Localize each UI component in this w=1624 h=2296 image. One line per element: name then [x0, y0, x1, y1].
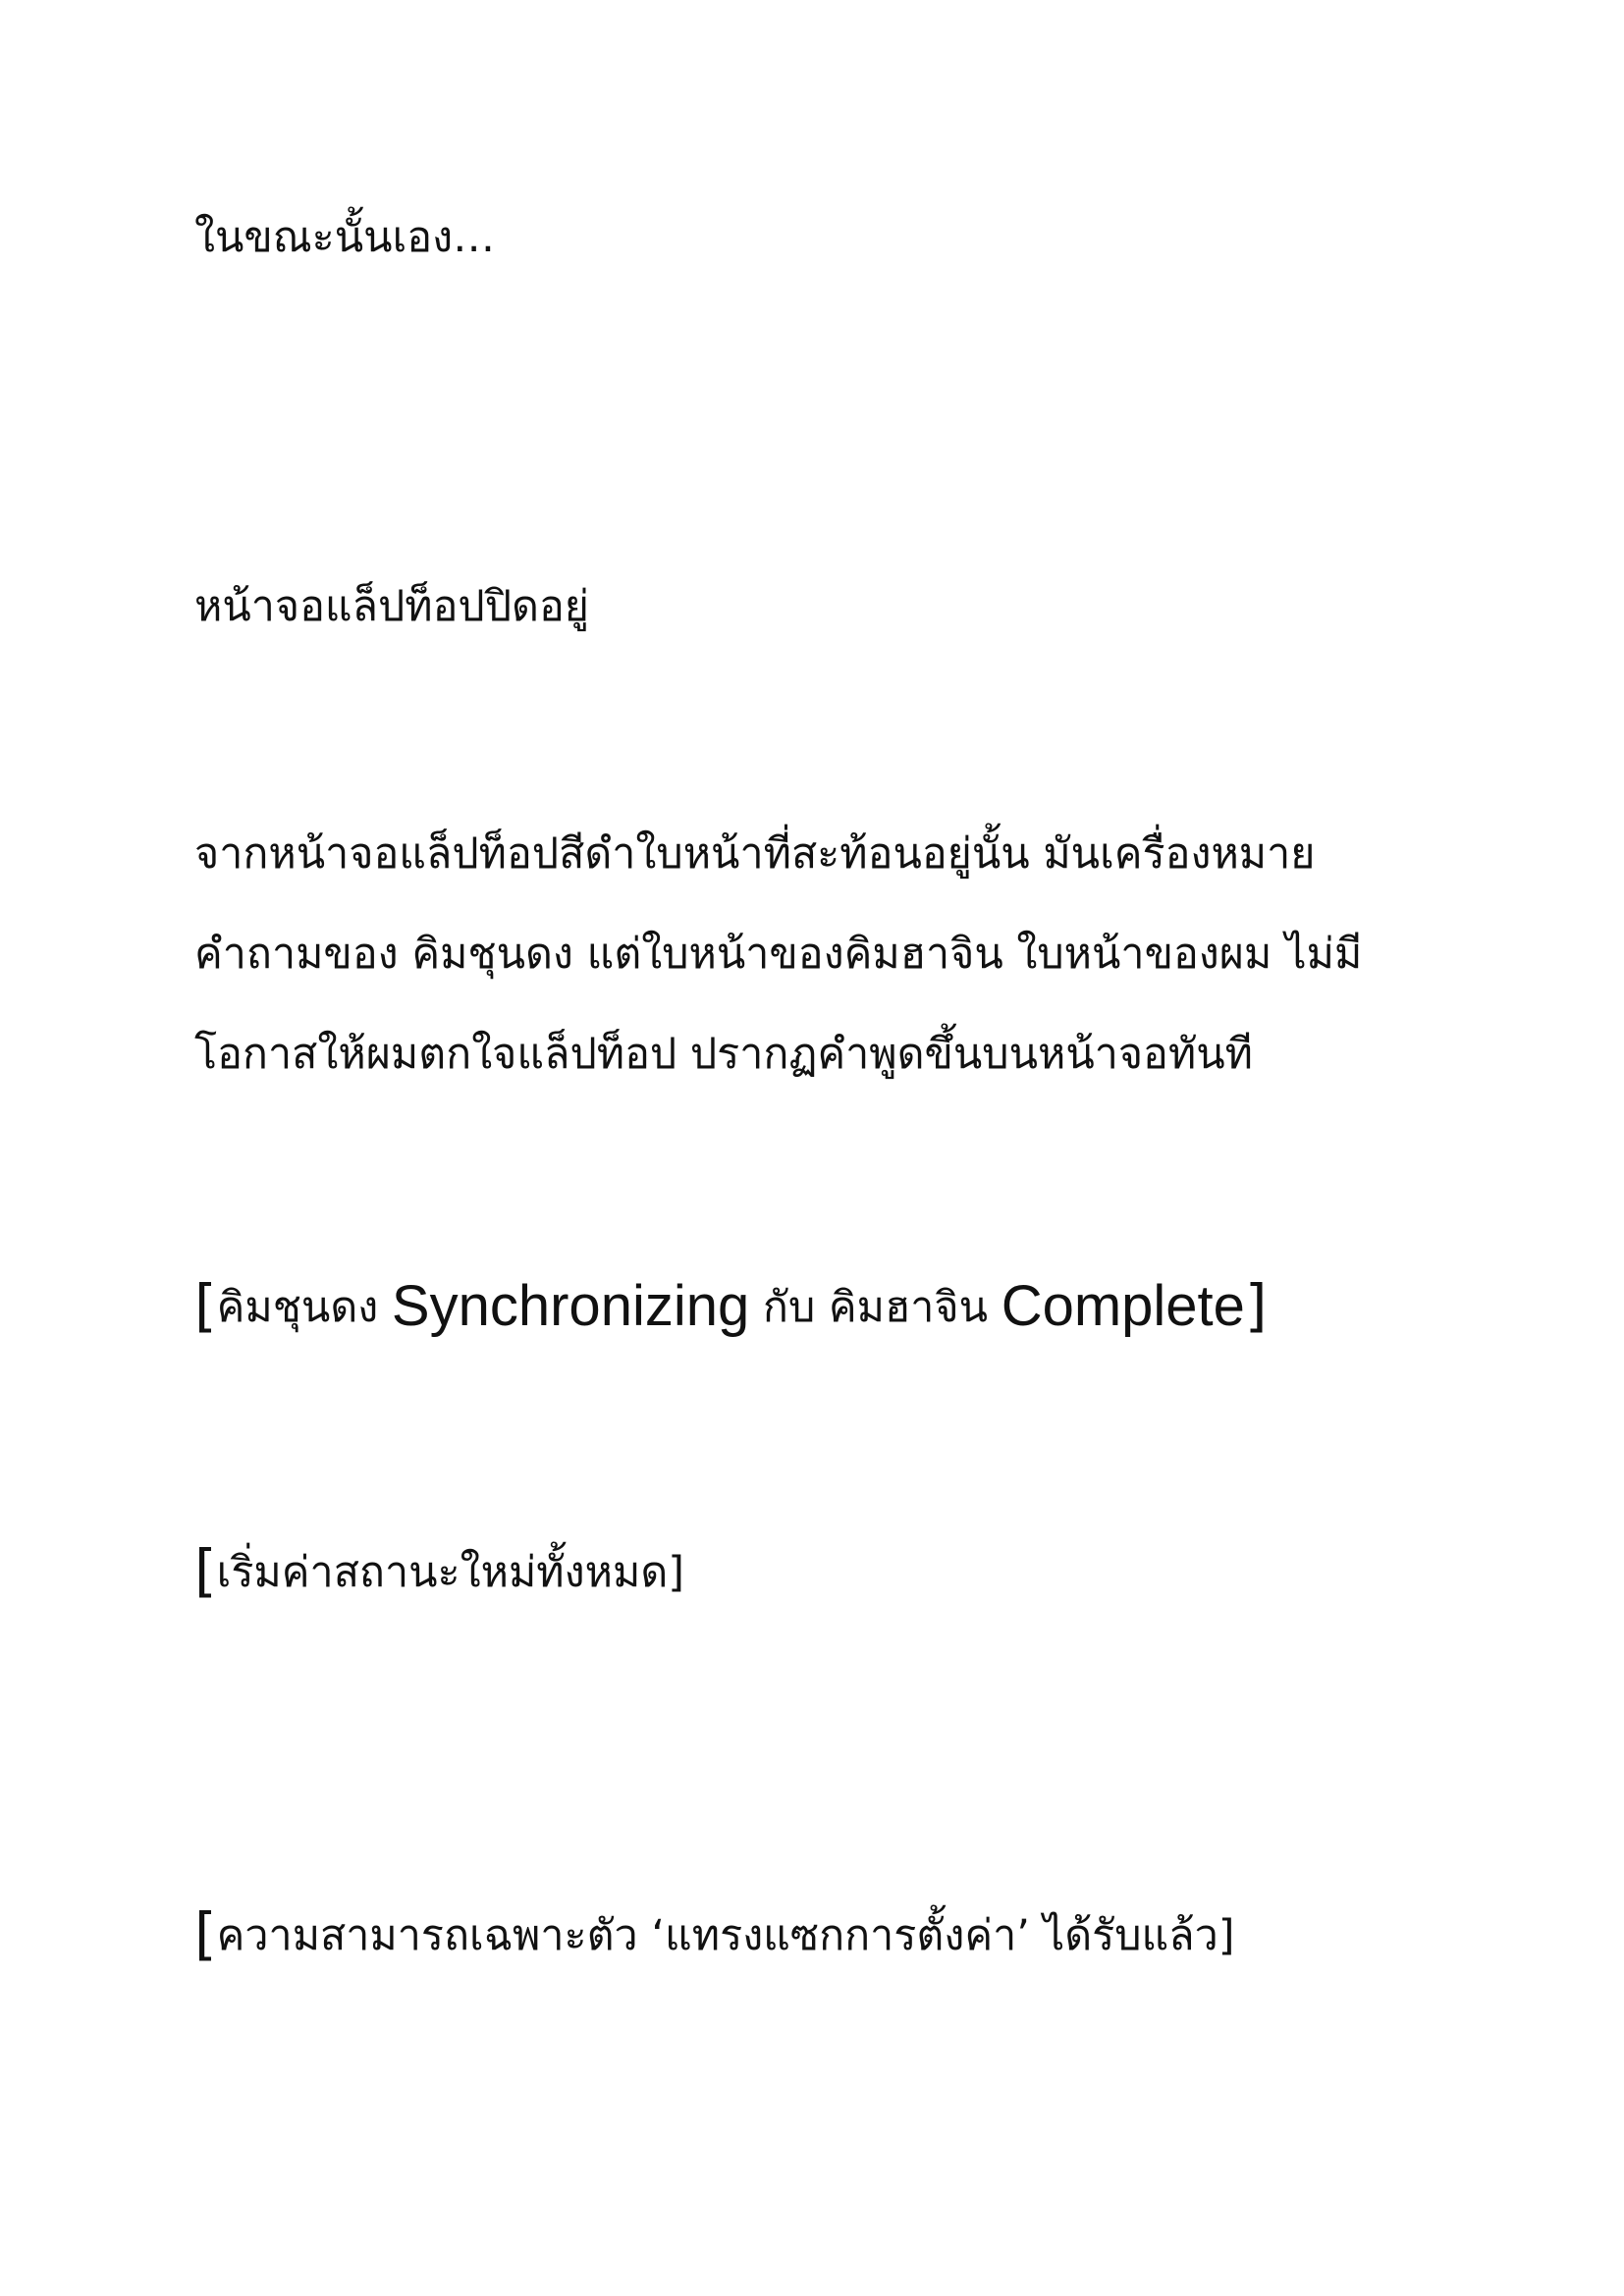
ability-text: ความสามารถเฉพาะตัว ‘แทรงแซกการตั้งค่า’ ได้รับแล้ว: [216, 1911, 1218, 1960]
bracket-close: ]: [668, 1548, 685, 1597]
paragraph-line: จากหน้าจอแล็ปท็อปสีดำใบหน้าที่สะท้อนอยู่นั้น มันเครื่องหมาย: [194, 829, 1316, 879]
system-message-reset: [194, 1531, 684, 1612]
bracket-open: [: [194, 1537, 217, 1604]
paragraph-line: หน้าจอแล็ปท็อปปิดอยู่: [194, 582, 589, 631]
bracket-open: [: [194, 1272, 217, 1339]
keyword-synchronizing: Synchronizing: [391, 1274, 750, 1338]
bracket-open: [: [194, 1900, 217, 1967]
paragraph-line: โอกาสให้ผมตกใจแล็ปท็อป ปรากฏคำพูดขึ้นบนหน้าจอทันที: [194, 1030, 1253, 1079]
name-kim-chundong: คิมชุนดง: [216, 1283, 379, 1332]
keyword-complete: Complete: [1001, 1274, 1245, 1338]
paragraph-line: คำถามของ คิมชุนดง แต่ใบหน้าของคิมฮาจิน ใบหน้าของผม ไม่มี: [194, 930, 1363, 979]
bracket-close: ]: [1218, 1911, 1235, 1960]
conjunction: กับ: [762, 1283, 816, 1332]
name-kim-hajin: คิมฮาจิน: [828, 1283, 989, 1332]
system-message-ability: [194, 1895, 1235, 1975]
paragraph-line: ในขณะนั้นเอง…: [194, 213, 496, 262]
system-message-sync: [194, 1266, 1268, 1347]
bracket-close: ]: [1244, 1272, 1268, 1339]
reset-text: เริ่มค่าสถานะใหม่ทั้งหมด: [216, 1548, 669, 1597]
